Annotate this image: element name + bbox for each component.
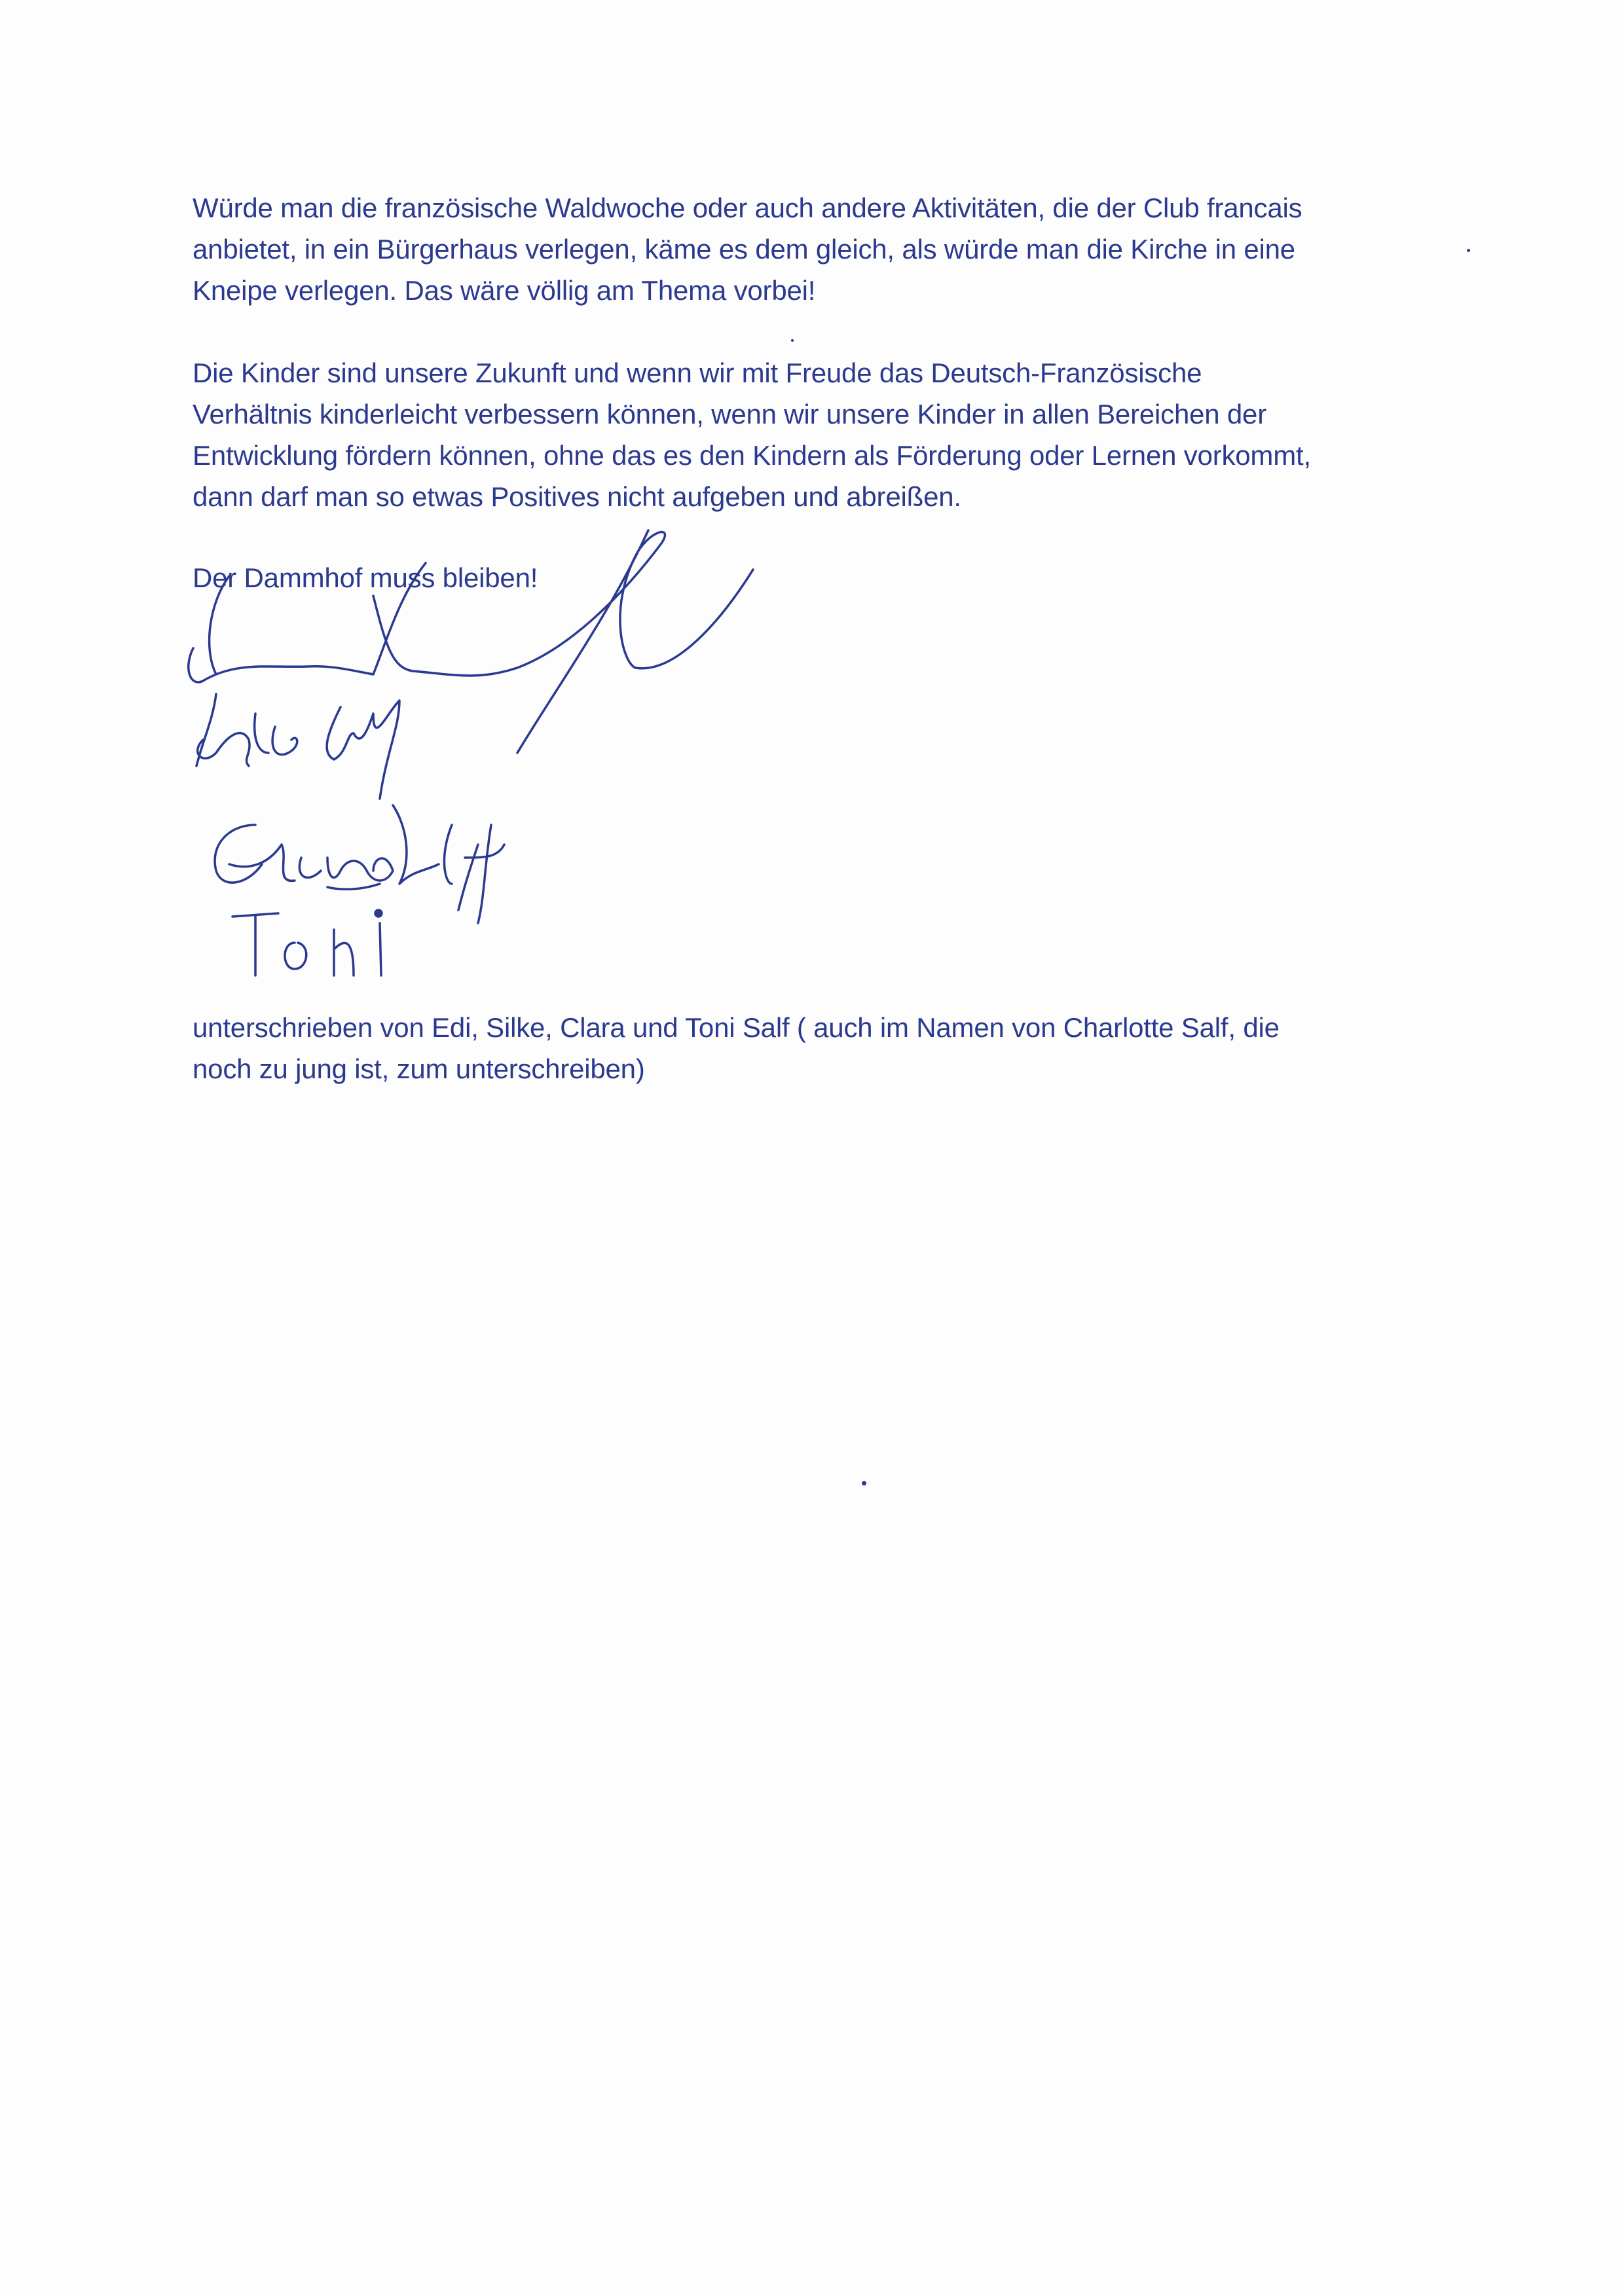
signature-toni — [232, 913, 381, 975]
scan-speck — [791, 339, 794, 342]
paragraph-line: Entwicklung fördern können, ohne das es den Kindern als Förderung oder Lernen vorkommt, — [193, 440, 1311, 471]
paragraph-line: dann darf man so etwas Positives nicht aufgeben und abreißen. — [193, 481, 961, 512]
signature-drawing — [177, 517, 805, 1015]
handwritten-signatures — [177, 517, 805, 1015]
signature-clara — [215, 805, 504, 923]
paragraph-line: Der Dammhof muss bleiben! — [193, 562, 538, 593]
paragraph-line: Kneipe verlegen. Das wäre völlig am Thema vorbei! — [193, 275, 816, 306]
paragraph-line: Die Kinder sind unsere Zukunft und wenn wir mit Freude das Deutsch-Französische — [193, 357, 1202, 388]
paragraph-4 — [193, 1007, 1476, 1089]
paragraph-line: anbietet, in ein Bürgerhaus verlegen, käme es dem gleich, als würde man die Kirche in eine — [193, 234, 1295, 264]
paragraph-2 — [193, 352, 1476, 517]
paragraph-line: Verhältnis kinderleicht verbessern können, wenn wir unsere Kinder in allen Bereichen der — [193, 399, 1267, 429]
scan-speck — [862, 1481, 866, 1485]
signature-silke — [196, 694, 399, 799]
paragraph-line: noch zu jung ist, zum unterschreiben) — [193, 1053, 645, 1084]
signature-edi — [189, 530, 753, 753]
paragraph-line: unterschrieben von Edi, Silke, Clara und Toni Salf ( auch im Namen von Charlotte Salf, die — [193, 1012, 1280, 1043]
paragraph-line: Würde man die französische Waldwoche oder auch andere Aktivitäten, die der Club francais — [193, 192, 1302, 223]
paragraph-1 — [193, 187, 1476, 311]
scan-speck — [1467, 249, 1470, 252]
